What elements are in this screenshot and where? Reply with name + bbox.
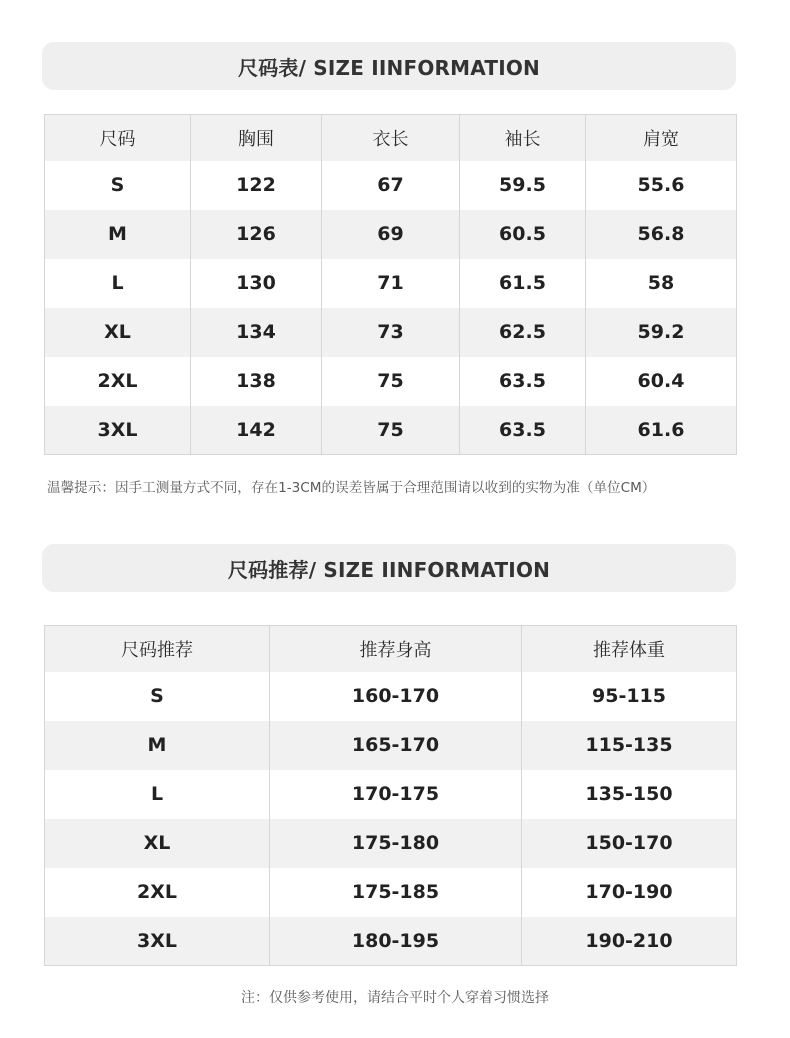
table-cell: 63.5	[460, 406, 586, 455]
table-cell: 55.6	[586, 161, 737, 210]
table-cell: 122	[191, 161, 322, 210]
table-cell: 60.5	[460, 210, 586, 259]
table-row	[45, 357, 737, 406]
table-row	[45, 672, 737, 721]
column-header: 尺码推荐	[45, 626, 270, 672]
table-cell: 61.5	[460, 259, 586, 308]
table-row	[45, 210, 737, 259]
table-row	[45, 161, 737, 210]
table-cell: XL	[45, 819, 270, 868]
table-cell: 71	[322, 259, 460, 308]
column-header: 衣长	[322, 115, 460, 161]
table-cell: 170-175	[270, 770, 522, 819]
size-recommendation-title: 尺码推荐/ SIZE IINFORMATION	[42, 544, 736, 592]
table-cell: 165-170	[270, 721, 522, 770]
table-cell: 150-170	[522, 819, 737, 868]
table-cell: 175-180	[270, 819, 522, 868]
table-cell: 134	[191, 308, 322, 357]
table-header-row	[45, 115, 737, 161]
size-recommendation-table	[44, 625, 737, 966]
table-cell: 59.5	[460, 161, 586, 210]
table-cell: 142	[191, 406, 322, 455]
table-cell: 3XL	[45, 406, 191, 455]
table-cell: 69	[322, 210, 460, 259]
table-cell: 56.8	[586, 210, 737, 259]
table-cell: S	[45, 672, 270, 721]
table-cell: 95-115	[522, 672, 737, 721]
table-cell: 59.2	[586, 308, 737, 357]
column-header: 胸围	[191, 115, 322, 161]
table-cell: XL	[45, 308, 191, 357]
table-cell: 2XL	[45, 357, 191, 406]
table-cell: 180-195	[270, 917, 522, 966]
table-cell: 75	[322, 406, 460, 455]
table-row	[45, 819, 737, 868]
table-row	[45, 721, 737, 770]
table-cell: 58	[586, 259, 737, 308]
table-cell: 60.4	[586, 357, 737, 406]
table-cell: 67	[322, 161, 460, 210]
table-cell: 130	[191, 259, 322, 308]
table-cell: 62.5	[460, 308, 586, 357]
table-cell: S	[45, 161, 191, 210]
column-header: 袖长	[460, 115, 586, 161]
table-cell: M	[45, 210, 191, 259]
table-row	[45, 868, 737, 917]
table-cell: 2XL	[45, 868, 270, 917]
column-header: 肩宽	[586, 115, 737, 161]
table-cell: M	[45, 721, 270, 770]
table-cell: 115-135	[522, 721, 737, 770]
table-cell: L	[45, 259, 191, 308]
table-header-row	[45, 626, 737, 672]
table-cell: 175-185	[270, 868, 522, 917]
table-cell: 73	[322, 308, 460, 357]
table-cell: 3XL	[45, 917, 270, 966]
table-cell: 61.6	[586, 406, 737, 455]
table-cell: 135-150	[522, 770, 737, 819]
column-header: 尺码	[45, 115, 191, 161]
table-row	[45, 770, 737, 819]
table-cell: 63.5	[460, 357, 586, 406]
table-cell: 138	[191, 357, 322, 406]
size-chart-table	[44, 114, 737, 455]
table-cell: 126	[191, 210, 322, 259]
table-cell: 160-170	[270, 672, 522, 721]
table-row	[45, 406, 737, 455]
table-cell: 75	[322, 357, 460, 406]
column-header: 推荐身高	[270, 626, 522, 672]
table-row	[45, 259, 737, 308]
table-cell: L	[45, 770, 270, 819]
size-chart-title: 尺码表/ SIZE IINFORMATION	[42, 42, 736, 90]
table-row	[45, 917, 737, 966]
table-cell: 190-210	[522, 917, 737, 966]
table-row	[45, 308, 737, 357]
table-cell: 170-190	[522, 868, 737, 917]
reference-note: 注：仅供参考使用，请结合平时个人穿着习惯选择	[241, 990, 549, 1006]
measurement-note: 温馨提示：因手工测量方式不同，存在1-3CM的误差皆属于合理范围请以收到的实物为准（单位CM）	[47, 480, 656, 496]
column-header: 推荐体重	[522, 626, 737, 672]
